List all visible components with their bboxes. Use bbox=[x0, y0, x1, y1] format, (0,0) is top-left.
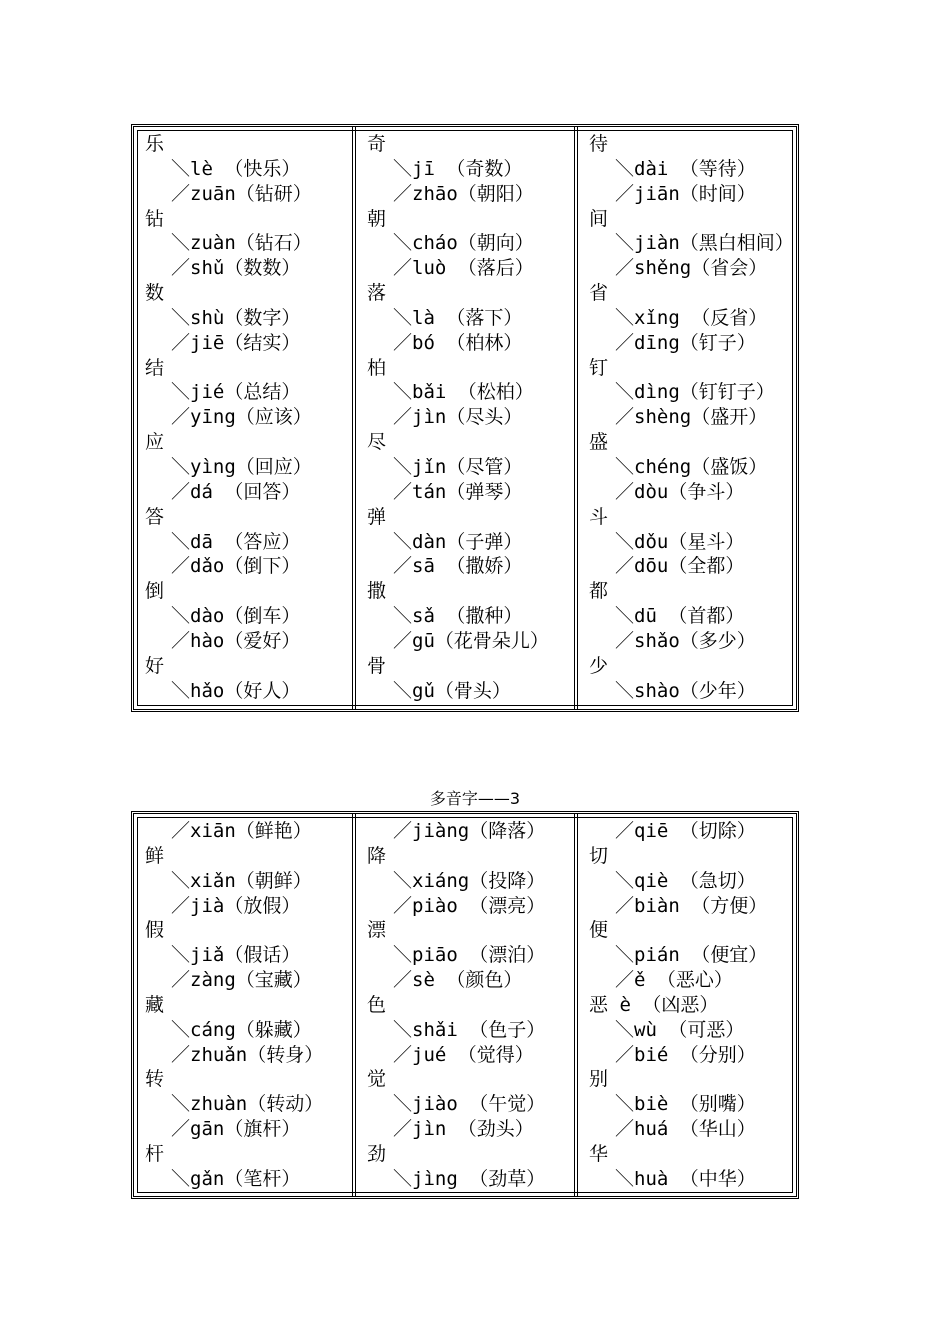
pronunciation-line: ／ě （恶心） bbox=[615, 969, 733, 992]
pronunciation-line: ＼shào（少年） bbox=[615, 679, 756, 702]
character-heading: 落 bbox=[367, 282, 387, 305]
pronunciation-line: ＼jiàn（黑白相间） bbox=[615, 232, 794, 255]
character-heading: 尽 bbox=[367, 431, 387, 454]
pronunciation-line: ／shèng（盛开） bbox=[615, 406, 768, 429]
pronunciation-line: ＼qiè （急切） bbox=[615, 869, 756, 892]
pronunciation-line: ／biàn （方便） bbox=[615, 894, 768, 917]
character-heading: 都 bbox=[589, 580, 609, 603]
pronunciation-line: ／zuān（钻研） bbox=[171, 182, 312, 205]
character-heading: 杆 bbox=[145, 1142, 165, 1165]
character-heading: 奇 bbox=[367, 133, 387, 155]
pronunciation-line: ／jìn（尽头） bbox=[393, 406, 523, 429]
column-3 bbox=[574, 127, 796, 709]
pronunciation-line: ／shěng（省会） bbox=[615, 257, 768, 280]
column-3 bbox=[574, 814, 796, 1196]
pronunciation-line: ／jué （觉得） bbox=[393, 1043, 534, 1066]
pronunciation-line: ＼cáng（躲藏） bbox=[171, 1018, 312, 1041]
pronunciation-line: ＼shǎi （色子） bbox=[393, 1018, 546, 1041]
pronunciation-line: ＼jìng （劲草） bbox=[393, 1167, 546, 1190]
pronunciation-line: ／jiān（时间） bbox=[615, 182, 756, 205]
pronunciation-line: ＼jiǎ（假话） bbox=[171, 944, 301, 967]
pronunciation-line: ／dōu（全都） bbox=[615, 555, 745, 578]
pronunciation-line: ＼jī （奇数） bbox=[393, 157, 523, 180]
pronunciation-line: ／dīng（钉子） bbox=[615, 331, 756, 354]
character-heading: 弹 bbox=[367, 505, 387, 528]
character-heading: 少 bbox=[589, 654, 609, 677]
pronunciation-line: ／yīng（应该） bbox=[171, 406, 312, 429]
pronunciation-line: ／tán（弹琴） bbox=[393, 480, 523, 503]
pronunciation-line: ＼dìng（钉钉子） bbox=[615, 381, 775, 404]
character-heading: 骨 bbox=[367, 654, 387, 677]
character-heading: 答 bbox=[145, 505, 165, 528]
character-heading: 漂 bbox=[367, 919, 387, 942]
column-2 bbox=[352, 127, 574, 709]
character-heading: 华 bbox=[589, 1142, 609, 1165]
character-heading: 间 bbox=[589, 207, 609, 230]
pronunciation-line: ／hào（爱好） bbox=[171, 629, 301, 652]
polyphone-table-1 bbox=[131, 124, 799, 712]
pronunciation-line: ／xiān（鲜艳） bbox=[171, 820, 312, 842]
character-heading: 藏 bbox=[145, 993, 165, 1016]
pronunciation-line: ＼dàn（子弹） bbox=[393, 530, 523, 553]
character-heading: 觉 bbox=[367, 1068, 387, 1091]
pronunciation-line: ／zàng（宝藏） bbox=[171, 969, 312, 992]
pronunciation-line: ＼yìng（回应） bbox=[171, 455, 312, 478]
pronunciation-line: ／piào （漂亮） bbox=[393, 894, 546, 917]
character-heading: 待 bbox=[589, 133, 609, 155]
column-2 bbox=[352, 814, 574, 1196]
pronunciation-line: ／bó （柏林） bbox=[393, 331, 523, 354]
pronunciation-line: ＼wù （可恶） bbox=[615, 1018, 745, 1041]
pronunciation-line: ／jìn （劲头） bbox=[393, 1118, 534, 1141]
pronunciation-line: ／zhuǎn（转身） bbox=[171, 1043, 324, 1066]
pronunciation-line: ＼xǐng （反省） bbox=[615, 306, 768, 329]
pronunciation-line: ／luò （落后） bbox=[393, 257, 534, 280]
pronunciation-line: ＼bǎi （松柏） bbox=[393, 381, 534, 404]
pronunciation-line: ＼dā （答应） bbox=[171, 530, 301, 553]
character-heading: 鲜 bbox=[145, 844, 165, 867]
pronunciation-line: ／jià（放假） bbox=[171, 894, 301, 917]
pronunciation-line: ＼jié（总结） bbox=[171, 381, 301, 404]
pronunciation-line: ＼là （落下） bbox=[393, 306, 523, 329]
pronunciation-line: ＼xiáng（投降） bbox=[393, 869, 546, 892]
pronunciation-line: ＼dū （首都） bbox=[615, 605, 745, 628]
pronunciation-line: ＼xiǎn（朝鲜） bbox=[171, 869, 312, 892]
pronunciation-line: ＼zuàn（钻石） bbox=[171, 232, 312, 255]
pronunciation-line: ／sā （撒娇） bbox=[393, 555, 523, 578]
pronunciation-line: ＼dài （等待） bbox=[615, 157, 756, 180]
character-heading: 好 bbox=[145, 654, 165, 677]
character-heading: 降 bbox=[367, 844, 387, 867]
character-heading: 应 bbox=[145, 431, 165, 454]
pronunciation-line: ／jiàng（降落） bbox=[393, 820, 546, 842]
pronunciation-line: ／qiē （切除） bbox=[615, 820, 756, 842]
pronunciation-line: ／shǔ（数数） bbox=[171, 257, 301, 280]
pronunciation-line: ＼jǐn（尽管） bbox=[393, 455, 523, 478]
polyphone-table-2 bbox=[131, 811, 799, 1199]
character-heading: 斗 bbox=[589, 505, 609, 528]
character-heading: 结 bbox=[145, 356, 165, 379]
pronunciation-line: ＼sǎ （撒种） bbox=[393, 605, 523, 628]
pronunciation-line: ＼lè （快乐） bbox=[171, 157, 301, 180]
character-heading: 便 bbox=[589, 919, 609, 942]
character-heading: 省 bbox=[589, 282, 609, 305]
pronunciation-line: ／zhāo（朝阳） bbox=[393, 182, 534, 205]
character-heading: 假 bbox=[145, 919, 165, 942]
pronunciation-line: ＼dǒu（星斗） bbox=[615, 530, 745, 553]
character-heading: 朝 bbox=[367, 207, 387, 230]
character-heading: 倒 bbox=[145, 580, 165, 603]
pronunciation-line: ＼piāo （漂泊） bbox=[393, 944, 546, 967]
character-heading: 数 bbox=[145, 282, 165, 305]
pronunciation-line: ＼zhuàn（转动） bbox=[171, 1093, 324, 1116]
pronunciation-line: ＼hǎo（好人） bbox=[171, 679, 301, 702]
pronunciation-line: ＼pián （便宜） bbox=[615, 944, 768, 967]
character-heading: 乐 bbox=[145, 133, 165, 155]
character-heading: 撒 bbox=[367, 580, 387, 603]
character-heading: 钉 bbox=[589, 356, 609, 379]
character-heading: 劲 bbox=[367, 1142, 387, 1165]
character-heading: 柏 bbox=[367, 356, 387, 379]
character-heading: 盛 bbox=[589, 431, 609, 454]
pronunciation-line: ／shǎo（多少） bbox=[615, 629, 756, 652]
pronunciation-line: ＼huà （中华） bbox=[615, 1167, 756, 1190]
pronunciation-line: ／gū（花骨朵儿） bbox=[393, 629, 549, 652]
pronunciation-line: ＼shù（数字） bbox=[171, 306, 301, 329]
pronunciation-line: ／dòu（争斗） bbox=[615, 480, 745, 503]
character-heading: 切 bbox=[589, 844, 609, 867]
character-heading: 恶 è （凶恶） bbox=[589, 993, 719, 1016]
pronunciation-line: ／dá （回答） bbox=[171, 480, 301, 503]
pronunciation-line: ／dǎo（倒下） bbox=[171, 555, 301, 578]
pronunciation-line: ／gān（旗杆） bbox=[171, 1118, 301, 1141]
pronunciation-line: ＼chéng（盛饭） bbox=[615, 455, 768, 478]
character-heading: 别 bbox=[589, 1068, 609, 1091]
pronunciation-line: ＼gǔ（骨头） bbox=[393, 679, 511, 702]
pronunciation-line: ＼gǎn（笔杆） bbox=[171, 1167, 301, 1190]
pronunciation-line: ＼biè （别嘴） bbox=[615, 1093, 756, 1116]
pronunciation-line: ／sè （颜色） bbox=[393, 969, 523, 992]
character-heading: 钻 bbox=[145, 207, 165, 230]
pronunciation-line: ／jiē（结实） bbox=[171, 331, 301, 354]
character-heading: 转 bbox=[145, 1068, 165, 1091]
column-1 bbox=[134, 127, 352, 709]
pronunciation-line: ＼dào（倒车） bbox=[171, 605, 301, 628]
table-caption: 多音字——3 bbox=[429, 789, 521, 808]
pronunciation-line: ／bié （分别） bbox=[615, 1043, 756, 1066]
pronunciation-line: ／huá （华山） bbox=[615, 1118, 756, 1141]
pronunciation-line: ＼jiào （午觉） bbox=[393, 1093, 546, 1116]
pronunciation-line: ＼cháo（朝向） bbox=[393, 232, 534, 255]
column-1 bbox=[134, 814, 352, 1196]
character-heading: 色 bbox=[367, 993, 387, 1016]
